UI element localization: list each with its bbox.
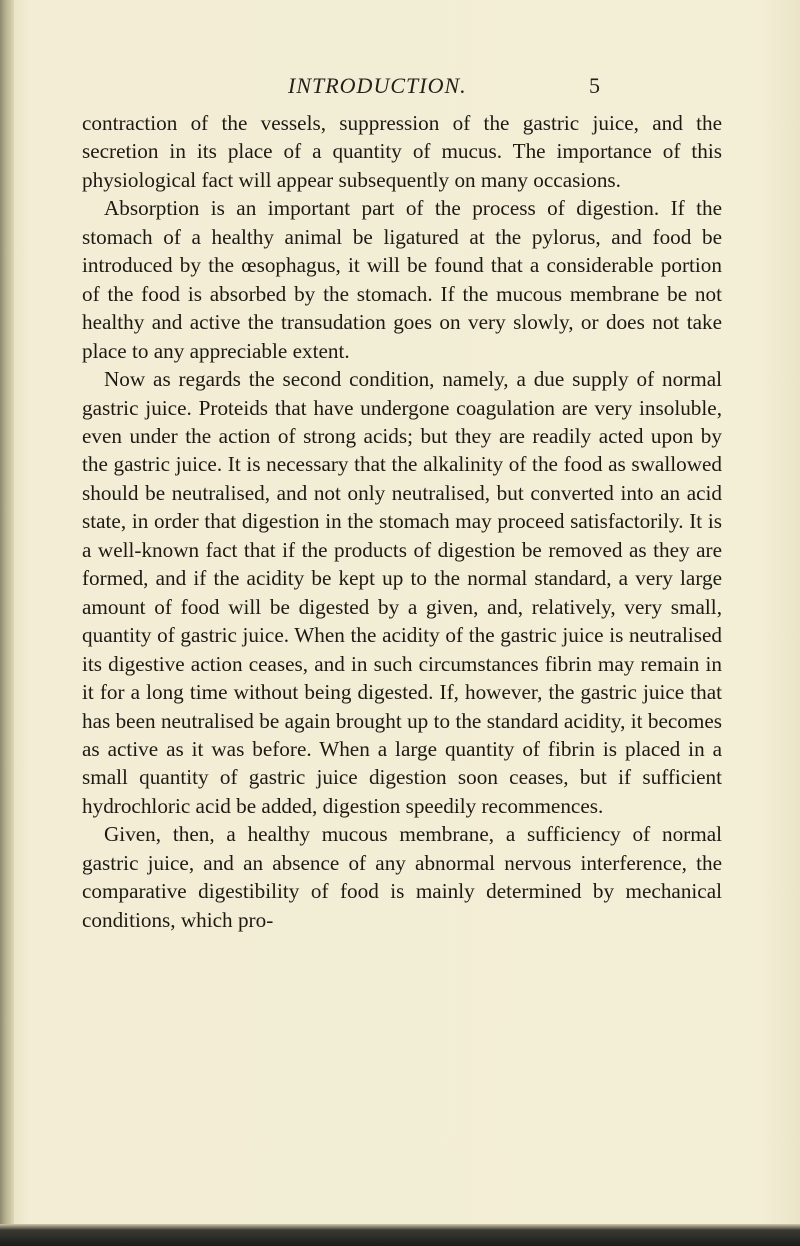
page-binding-edge bbox=[0, 0, 14, 1246]
paragraph: Now as regards the second condition, namely, a due supply of normal gastric juice. Proteids that have undergone coagulation are very insoluble, even under the action of strong acids; but they are readily acted upon by the gastric juice. It is necessary that the alkalinity of the food as swallowed should be neutralised, and not only neutralised, but converted into an acid state, in order that digestion in the stomach may proceed satisfactorily. It is a well-known fact that if the products of digestion be removed as they are formed, and if the acidity be kept up to the normal standard, a very large amount of food will be digested by a given, and, relatively, very small, quantity of gastric juice. When the acidity of the gastric juice is neutralised its digestive action ceases, and in such circumstances fibrin may remain in it for a long time without being digested. If, however, the gastric juice that has been neutralised be again brought up to the standard acidity, it becomes as active as it was before. When a large quantity of fibrin is placed in a small quantity of gastric juice digestion soon ceases, but if sufficient hydrochloric acid be added, digestion speedily recommences. bbox=[82, 367, 722, 818]
running-title: INTRODUCTION. bbox=[288, 73, 467, 98]
paragraph: Absorption is an important part of the process of digestion. If the stomach of a healthy animal be ligatured at the pylorus, and food be introduced by the œsophagus, it will be found that a considerable portion of the food is absorbed by the stomach. If the mucous membrane be not healthy and active the transudation goes on very slowly, or does not take place to any appreciable extent. bbox=[82, 196, 722, 363]
body-text bbox=[82, 109, 722, 934]
page-header bbox=[0, 73, 800, 103]
paragraph: contraction of the vessels, suppression of the gastric juice, and the secretion in its place of a quantity of mucus. The importance of this physiological fact will appear subsequently on many occasions. bbox=[82, 111, 722, 192]
paragraph: Given, then, a healthy mucous membrane, a sufficiency of normal gastric juice, and an absence of any abnormal nervous interference, the comparative digestibility of food is mainly determined by mechanical conditions, which pro- bbox=[82, 822, 722, 932]
page-number: 5 bbox=[589, 73, 600, 98]
page-bottom-edge bbox=[0, 1224, 800, 1246]
